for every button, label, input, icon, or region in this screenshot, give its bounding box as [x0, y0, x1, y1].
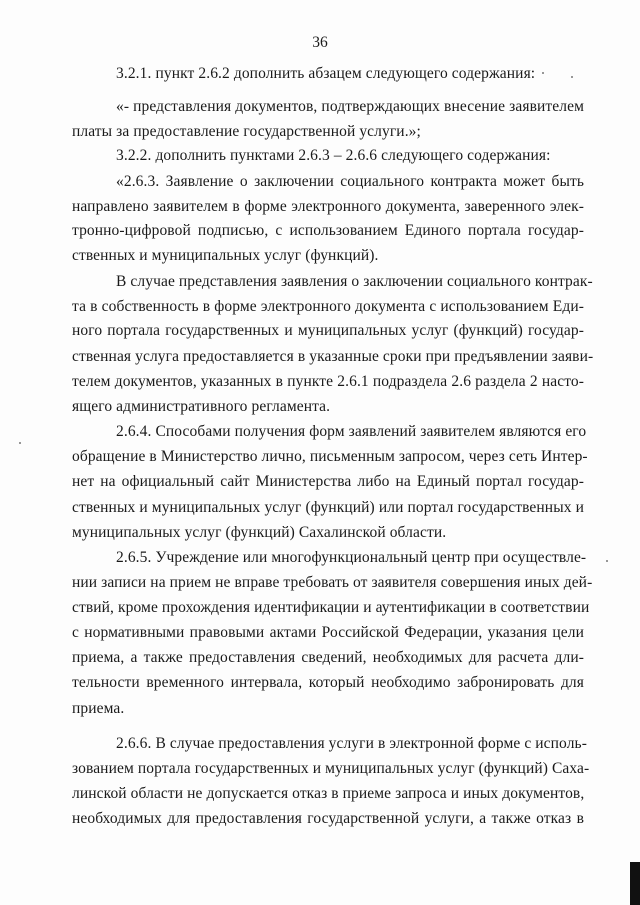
- text-line: тронно-цифровой подписью, с использованием Единого портала государ-: [72, 222, 584, 239]
- text-line: ственных и муниципальных услуг (функций) или портал государственных и: [72, 499, 584, 516]
- text-line: 3.2.2. дополнить пунктами 2.6.3 – 2.6.6 следующего содержания:: [116, 147, 551, 164]
- text-line: направлено заявителем в форме электронного документа, заверенного элек-: [72, 198, 584, 215]
- text-line: приема.: [72, 700, 125, 717]
- text-line: 2.6.4. Способами получения форм заявлений заявителем являются его: [116, 423, 587, 440]
- text-line: приема, а также предоставления сведений, необходимых для расчета дли-: [72, 649, 584, 666]
- scan-speck: [19, 442, 21, 444]
- text-line: нии записи на прием не вправе требовать от заявителя совершения иных дей-: [72, 574, 593, 591]
- text-line: ного портала государственных и муниципальных услуг (функций) государ-: [72, 322, 584, 339]
- scan-edge-mark: [630, 862, 640, 905]
- text-line: телем документов, указанных в пункте 2.6.1 подраздела 2.6 раздела 2 насто-: [72, 373, 584, 390]
- text-line: ственных и муниципальных услуг (функций).: [72, 247, 379, 264]
- text-line: необходимых для предоставления государственной услуги, а также отказ в: [72, 810, 584, 827]
- text-line: платы за предоставление государственной услуги.»;: [72, 123, 421, 140]
- text-line: 3.2.1. пункт 2.6.2 дополнить абзацем следующего содержания:: [116, 65, 536, 82]
- scan-speck: [606, 560, 608, 562]
- text-line: нет на официальный сайт Министерства либо на Единый портал государ-: [72, 473, 584, 490]
- text-line: «2.6.3. Заявление о заключении социального контракта может быть: [116, 173, 584, 190]
- text-line: с нормативными правовыми актами Российской Федерации, указания цели: [72, 624, 584, 641]
- text-line: обращение в Министерство лично, письменным запросом, через сеть Интер-: [72, 448, 588, 465]
- text-line: та в собственность в форме электронного документа с использованием Еди-: [72, 298, 584, 315]
- text-line: «- представления документов, подтверждающих внесение заявителем: [116, 98, 584, 115]
- scan-speck: [571, 76, 573, 78]
- text-line: 2.6.5. Учреждение или многофункциональный центр при осуществле-: [116, 549, 587, 566]
- scan-speck: [542, 72, 544, 74]
- text-line: муниципальных услуг (функций) Сахалинской области.: [72, 524, 447, 541]
- text-line: линской области не допускается отказ в приеме запроса и иных документов,: [72, 785, 585, 802]
- text-line: В случае представления заявления о заключении социального контрак-: [116, 273, 593, 290]
- text-line: ствий, кроме прохождения идентификации и аутентификации в соответствии: [72, 599, 590, 616]
- text-line: зованием портала государственных и муниципальных услуг (функций) Саха-: [72, 760, 590, 777]
- text-line: 2.6.6. В случае предоставления услуги в электронной форме с исполь-: [116, 735, 587, 752]
- page-number: 36: [312, 34, 328, 51]
- text-line: ящего административного регламента.: [72, 398, 331, 415]
- text-line: тельности временного интервала, который необходимо забронировать для: [72, 674, 584, 691]
- text-line: ственная услуга предоставляется в указанные сроки при предъявлении заяви-: [72, 348, 594, 365]
